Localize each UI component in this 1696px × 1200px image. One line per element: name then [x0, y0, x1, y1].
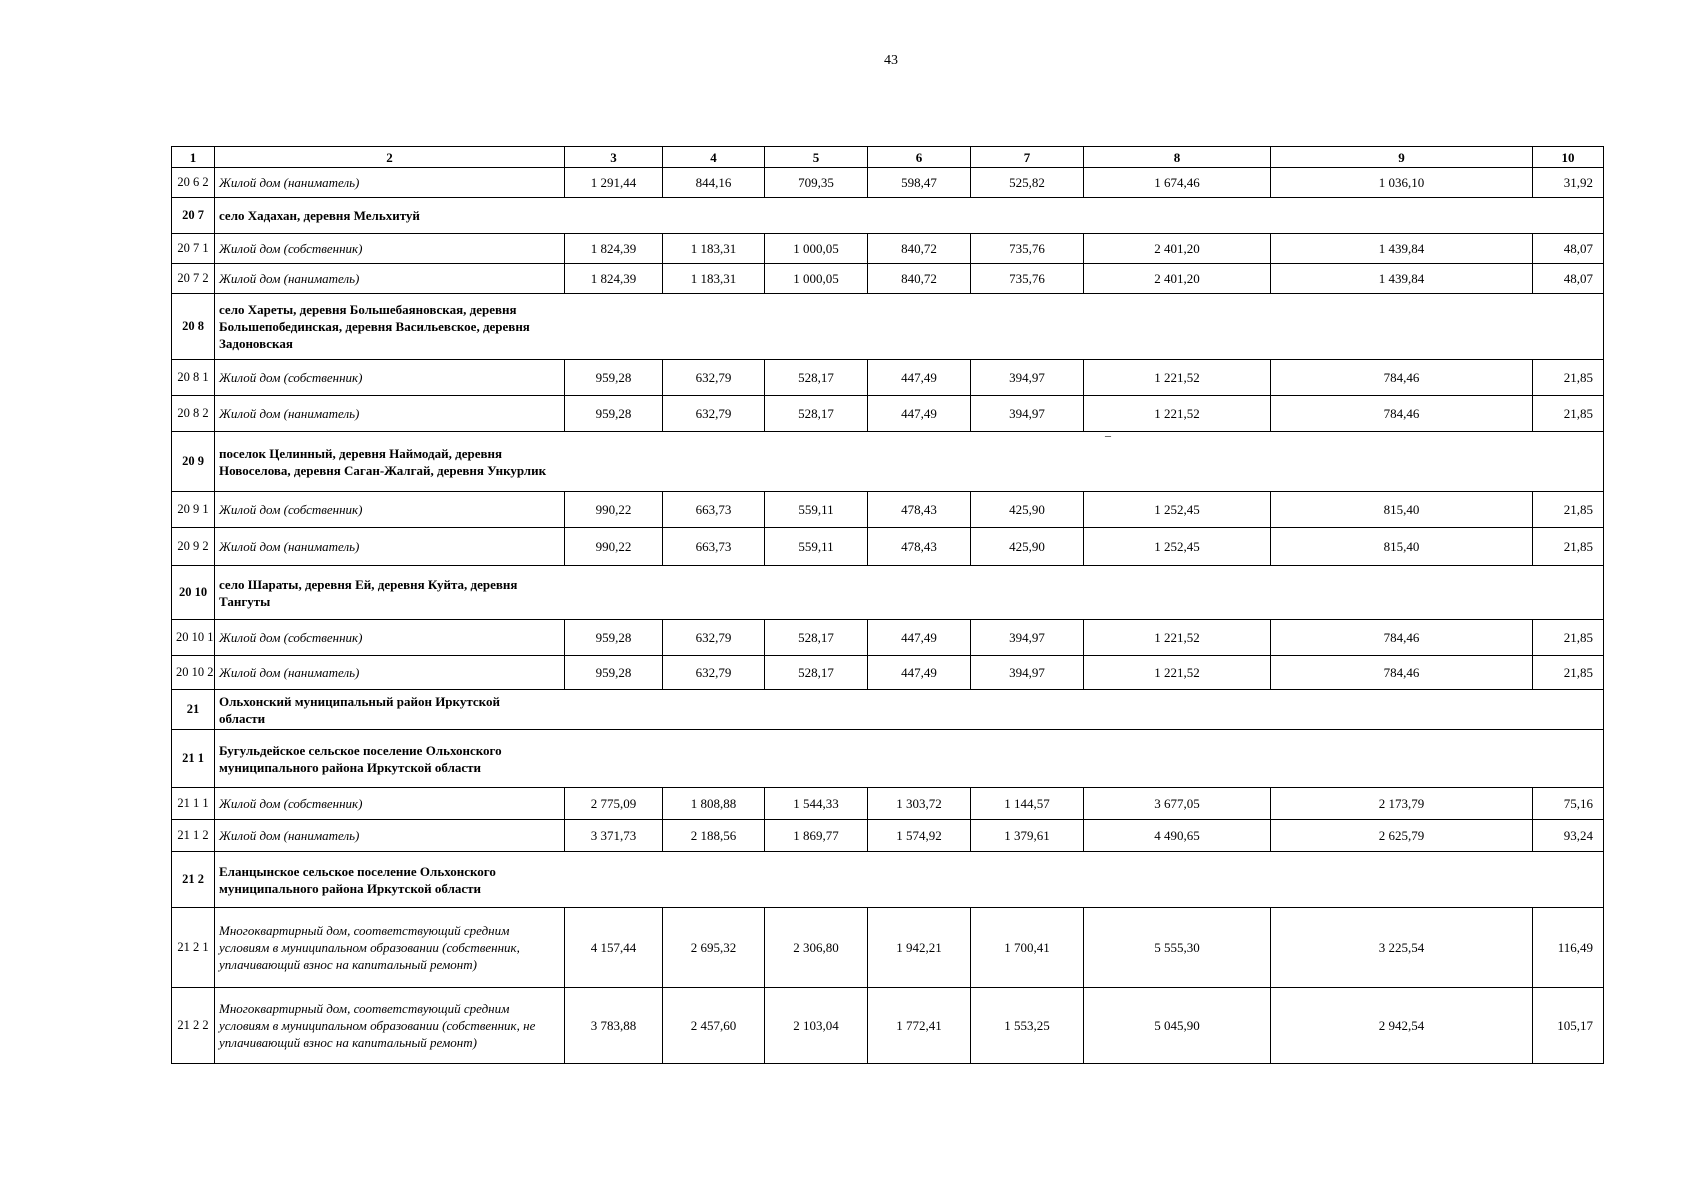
section-row: [172, 198, 1604, 234]
value-cell-col5: 528,17: [765, 656, 868, 690]
value-cell-col8: 4 490,65: [1084, 820, 1271, 852]
value-cell-col6: 447,49: [868, 396, 971, 432]
value-cell-col10: 21,85: [1533, 620, 1604, 656]
value-cell-col4: 2 457,60: [663, 988, 765, 1064]
value-cell-col3: 1 824,39: [565, 264, 663, 294]
value-cell-col10: 21,85: [1533, 360, 1604, 396]
item-row: [172, 988, 1604, 1064]
value-cell-col7: 394,97: [971, 656, 1084, 690]
header-cell: 2: [215, 147, 565, 168]
row-code: 21 2 2: [172, 988, 215, 1064]
item-row: [172, 168, 1604, 198]
section-title-cell: [215, 852, 1604, 908]
item-row: [172, 908, 1604, 988]
header-cell: 3: [565, 147, 663, 168]
item-row: [172, 360, 1604, 396]
section-title: село Хадахан, деревня Мельхитуй: [219, 208, 420, 223]
value-cell-col7: 425,90: [971, 492, 1084, 528]
item-row: [172, 396, 1604, 432]
value-cell-col9: 815,40: [1271, 528, 1533, 566]
section-row: [172, 566, 1604, 620]
value-cell-col4: 632,79: [663, 396, 765, 432]
value-cell-col4: 844,16: [663, 168, 765, 198]
value-cell-col8: 1 221,52: [1084, 656, 1271, 690]
row-code: 20 9: [172, 432, 215, 492]
value-cell-col9: 784,46: [1271, 620, 1533, 656]
value-cell-col5: 559,11: [765, 528, 868, 566]
value-cell-col8: 5 045,90: [1084, 988, 1271, 1064]
row-code: 20 10 2: [172, 656, 215, 690]
row-code: 20 6 2: [172, 168, 215, 198]
value-cell-col3: 2 775,09: [565, 788, 663, 820]
value-cell-col5: 1 000,05: [765, 264, 868, 294]
value-cell-col10: 75,16: [1533, 788, 1604, 820]
row-name: Многоквартирный дом, соответствующий средним условиям в муниципальном образовании (собственник, уплачивающий взнос на капитальный ремонт): [215, 908, 565, 988]
row-code: 20 9 1: [172, 492, 215, 528]
value-cell-col4: 2 695,32: [663, 908, 765, 988]
value-cell-col4: 2 188,56: [663, 820, 765, 852]
value-cell-col4: 632,79: [663, 360, 765, 396]
value-cell-col6: 1 942,21: [868, 908, 971, 988]
value-cell-col3: 959,28: [565, 396, 663, 432]
row-code: 20 8: [172, 294, 215, 360]
header-cell: 4: [663, 147, 765, 168]
value-cell-col10: 48,07: [1533, 234, 1604, 264]
section-title-cell: [215, 566, 1604, 620]
section-row: [172, 730, 1604, 788]
value-cell-col6: 840,72: [868, 234, 971, 264]
value-cell-col3: 4 157,44: [565, 908, 663, 988]
value-cell-col3: 3 783,88: [565, 988, 663, 1064]
value-cell-col5: 2 103,04: [765, 988, 868, 1064]
value-cell-col7: 1 553,25: [971, 988, 1084, 1064]
row-name: Жилой дом (собственник): [215, 492, 565, 528]
header-row: [172, 147, 1604, 168]
value-cell-col5: 1 000,05: [765, 234, 868, 264]
value-cell-col5: 1 869,77: [765, 820, 868, 852]
item-row: [172, 528, 1604, 566]
value-cell-col10: 21,85: [1533, 396, 1604, 432]
value-cell-col6: 478,43: [868, 528, 971, 566]
row-name: Жилой дом (наниматель): [215, 528, 565, 566]
value-cell-col9: 2 942,54: [1271, 988, 1533, 1064]
section-row: [172, 852, 1604, 908]
row-name: Жилой дом (наниматель): [215, 396, 565, 432]
row-name: Жилой дом (наниматель): [215, 656, 565, 690]
value-cell-col5: 528,17: [765, 620, 868, 656]
section-title-cell: [215, 730, 1604, 788]
value-cell-col4: 663,73: [663, 492, 765, 528]
value-cell-col10: 21,85: [1533, 528, 1604, 566]
row-code: 21 1: [172, 730, 215, 788]
value-cell-col10: 21,85: [1533, 492, 1604, 528]
item-row: [172, 492, 1604, 528]
value-cell-col4: 632,79: [663, 620, 765, 656]
value-cell-col6: 447,49: [868, 656, 971, 690]
value-cell-col10: 116,49: [1533, 908, 1604, 988]
value-cell-col9: 1 036,10: [1271, 168, 1533, 198]
row-code: 21 1 2: [172, 820, 215, 852]
value-cell-col4: 632,79: [663, 656, 765, 690]
header-cell: 8: [1084, 147, 1271, 168]
section-title-cell: [215, 294, 1604, 360]
row-name: Жилой дом (наниматель): [215, 168, 565, 198]
value-cell-col8: 1 221,52: [1084, 396, 1271, 432]
item-row: [172, 264, 1604, 294]
value-cell-col8: 1 221,52: [1084, 360, 1271, 396]
value-cell-col5: 1 544,33: [765, 788, 868, 820]
value-cell-col7: 425,90: [971, 528, 1084, 566]
value-cell-col9: 3 225,54: [1271, 908, 1533, 988]
value-cell-col9: 815,40: [1271, 492, 1533, 528]
value-cell-col10: 48,07: [1533, 264, 1604, 294]
row-code: 20 7 1: [172, 234, 215, 264]
section-title: Бугульдейское сельское поселение Ольхонского муниципального района Иркутской области: [219, 742, 502, 775]
value-cell-col3: 1 291,44: [565, 168, 663, 198]
row-code: 20 10 1: [172, 620, 215, 656]
value-cell-col6: 1 303,72: [868, 788, 971, 820]
page-number: 43: [884, 53, 898, 68]
value-cell-col9: 784,46: [1271, 656, 1533, 690]
value-cell-col7: 394,97: [971, 620, 1084, 656]
value-cell-col4: 663,73: [663, 528, 765, 566]
item-row: [172, 820, 1604, 852]
value-cell-col3: 990,22: [565, 528, 663, 566]
value-cell-col10: 21,85: [1533, 656, 1604, 690]
value-cell-col8: 1 674,46: [1084, 168, 1271, 198]
value-cell-col9: 1 439,84: [1271, 264, 1533, 294]
row-name: Жилой дом (собственник): [215, 788, 565, 820]
value-cell-col7: 1 379,61: [971, 820, 1084, 852]
value-cell-col8: 1 252,45: [1084, 528, 1271, 566]
row-code: 20 9 2: [172, 528, 215, 566]
value-cell-col6: 478,43: [868, 492, 971, 528]
value-cell-col7: 394,97: [971, 396, 1084, 432]
row-code: 20 8 2: [172, 396, 215, 432]
value-cell-col9: 784,46: [1271, 396, 1533, 432]
value-cell-col6: 598,47: [868, 168, 971, 198]
value-cell-col8: 1 252,45: [1084, 492, 1271, 528]
value-cell-col7: 525,82: [971, 168, 1084, 198]
value-cell-col9: 784,46: [1271, 360, 1533, 396]
section-title-cell: [215, 690, 1604, 730]
row-name: Жилой дом (собственник): [215, 620, 565, 656]
section-title: село Шараты, деревня Ей, деревня Куйта, деревня Тангуты: [219, 576, 518, 609]
section-title: село Хареты, деревня Большебаяновская, деревня Большепобединская, деревня Васильевское, деревня Задоновская: [219, 302, 530, 351]
value-cell-col6: 447,49: [868, 360, 971, 396]
value-cell-col6: 1 772,41: [868, 988, 971, 1064]
header-cell: 7: [971, 147, 1084, 168]
section-title: поселок Целинный, деревня Наймодай, деревня Новоселова, деревня Саган-Жалгай, деревня Ункурлик: [219, 445, 547, 478]
header-cell: 6: [868, 147, 971, 168]
value-cell-col7: 394,97: [971, 360, 1084, 396]
value-cell-col4: 1 808,88: [663, 788, 765, 820]
dash-mark: –: [1105, 428, 1111, 442]
section-title: Ольхонский муниципальный район Иркутской области: [219, 693, 500, 726]
row-code: 21 2: [172, 852, 215, 908]
value-cell-col7: 1 144,57: [971, 788, 1084, 820]
header-cell: 5: [765, 147, 868, 168]
value-cell-col8: 1 221,52: [1084, 620, 1271, 656]
value-cell-col7: 735,76: [971, 264, 1084, 294]
value-cell-col8: 2 401,20: [1084, 234, 1271, 264]
row-name: Жилой дом (собственник): [215, 234, 565, 264]
item-row: [172, 788, 1604, 820]
row-name: Жилой дом (наниматель): [215, 264, 565, 294]
value-cell-col8: 3 677,05: [1084, 788, 1271, 820]
value-cell-col9: 2 173,79: [1271, 788, 1533, 820]
row-name: Многоквартирный дом, соответствующий средним условиям в муниципальном образовании (собственник, не уплачивающий взнос на капитальный ремонт): [215, 988, 565, 1064]
header-cell: 1: [172, 147, 215, 168]
row-code: 21 2 1: [172, 908, 215, 988]
value-cell-col5: 709,35: [765, 168, 868, 198]
value-cell-col9: 1 439,84: [1271, 234, 1533, 264]
row-name: Жилой дом (наниматель): [215, 820, 565, 852]
value-cell-col9: 2 625,79: [1271, 820, 1533, 852]
value-cell-col5: 528,17: [765, 396, 868, 432]
row-code: 20 10: [172, 566, 215, 620]
section-row: [172, 690, 1604, 730]
header-cell: 9: [1271, 147, 1533, 168]
row-name: Жилой дом (собственник): [215, 360, 565, 396]
value-cell-col10: 93,24: [1533, 820, 1604, 852]
value-cell-col7: 735,76: [971, 234, 1084, 264]
value-cell-col3: 1 824,39: [565, 234, 663, 264]
value-cell-col6: 447,49: [868, 620, 971, 656]
row-code: 20 8 1: [172, 360, 215, 396]
row-code: 20 7: [172, 198, 215, 234]
item-row: [172, 656, 1604, 690]
section-row: [172, 294, 1604, 360]
value-cell-col8: 5 555,30: [1084, 908, 1271, 988]
value-cell-col3: 959,28: [565, 620, 663, 656]
header-cell: 10: [1533, 147, 1604, 168]
value-cell-col5: 559,11: [765, 492, 868, 528]
row-code: 21 1 1: [172, 788, 215, 820]
section-title-cell: [215, 432, 1604, 492]
value-cell-col6: 1 574,92: [868, 820, 971, 852]
value-cell-col5: 2 306,80: [765, 908, 868, 988]
value-cell-col10: 31,92: [1533, 168, 1604, 198]
value-cell-col5: 528,17: [765, 360, 868, 396]
value-cell-col3: 990,22: [565, 492, 663, 528]
section-title: Еланцынское сельское поселение Ольхонского муниципального района Иркутской области: [219, 863, 496, 896]
value-cell-col7: 1 700,41: [971, 908, 1084, 988]
value-cell-col10: 105,17: [1533, 988, 1604, 1064]
section-row: [172, 432, 1604, 492]
value-cell-col4: 1 183,31: [663, 234, 765, 264]
value-cell-col3: 959,28: [565, 656, 663, 690]
row-code: 20 7 2: [172, 264, 215, 294]
value-cell-col4: 1 183,31: [663, 264, 765, 294]
item-row: [172, 234, 1604, 264]
section-title-cell: [215, 198, 1604, 234]
value-cell-col3: 959,28: [565, 360, 663, 396]
value-cell-col6: 840,72: [868, 264, 971, 294]
item-row: [172, 620, 1604, 656]
tariff-table: [171, 146, 1604, 1064]
row-code: 21: [172, 690, 215, 730]
value-cell-col8: 2 401,20: [1084, 264, 1271, 294]
value-cell-col3: 3 371,73: [565, 820, 663, 852]
